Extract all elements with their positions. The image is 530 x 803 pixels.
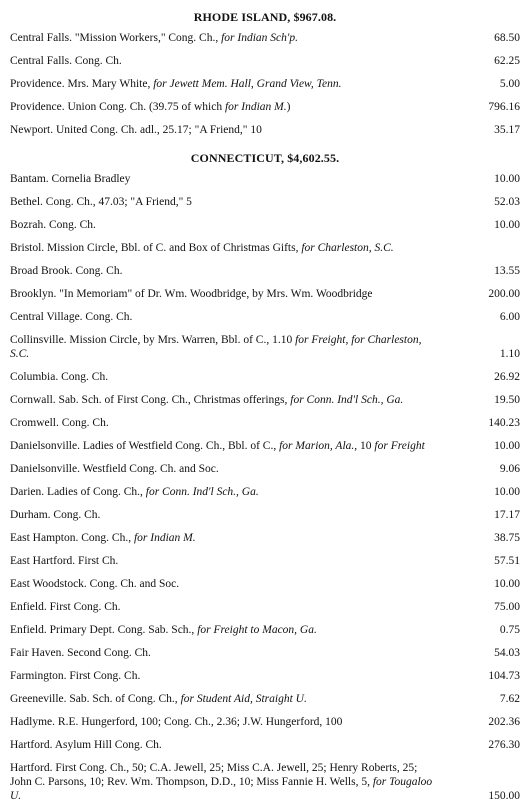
contribution-entry bbox=[10, 669, 520, 683]
entry-amount: 104.73 bbox=[488, 670, 520, 682]
entry-text: Providence. Mrs. Mary White, bbox=[10, 78, 154, 90]
entry-description bbox=[10, 531, 480, 545]
entry-description bbox=[10, 416, 480, 430]
entry-description bbox=[10, 692, 480, 706]
entry-text: Durham. Cong. Ch. bbox=[10, 509, 101, 521]
entry-text: Enfield. First Cong. Ch. bbox=[10, 601, 121, 613]
contribution-entry bbox=[10, 54, 520, 68]
entry-text: Farmington. First Cong. Ch. bbox=[10, 670, 141, 682]
entry-description bbox=[10, 100, 480, 114]
entry-text: Hadlyme. R.E. Hungerford, 100; Cong. Ch., 2.36; J.W. Hungerford, 100 bbox=[10, 716, 343, 728]
entry-text: Central Village. Cong. Ch. bbox=[10, 311, 133, 323]
entry-amount: 10.00 bbox=[494, 486, 520, 498]
entry-description bbox=[10, 218, 480, 232]
entry-text: Bristol. Mission Circle, Bbl. of C. and Box of Christmas Gifts, bbox=[10, 242, 302, 254]
entry-text: Bozrah. Cong. Ch. bbox=[10, 219, 96, 231]
entry-text-tail: , 10 bbox=[354, 440, 375, 452]
entry-amount: 38.75 bbox=[494, 532, 520, 544]
entry-amount: 54.03 bbox=[494, 647, 520, 659]
entry-designation: for Marion, Ala. bbox=[279, 440, 355, 452]
entry-text: Danielsonville. Westfield Cong. Ch. and Soc. bbox=[10, 463, 219, 475]
entry-text: East Woodstock. Cong. Ch. and Soc. bbox=[10, 578, 180, 590]
entry-amount: 10.00 bbox=[494, 173, 520, 185]
entry-text: East Hampton. Cong. Ch., bbox=[10, 532, 134, 544]
entry-description bbox=[10, 195, 480, 209]
entry-text: Columbia. Cong. Ch. bbox=[10, 371, 109, 383]
entry-designation: for Indian Sch'p. bbox=[221, 32, 298, 44]
entry-designation: for Student Aid, Straight U. bbox=[180, 693, 307, 705]
entry-description bbox=[10, 485, 480, 499]
entry-designation: for Freight to Macon, Ga. bbox=[197, 624, 317, 636]
contribution-entry bbox=[10, 600, 520, 614]
contribution-entry bbox=[10, 761, 520, 803]
contribution-entry bbox=[10, 439, 520, 453]
entry-designation: for Tougaloo U. bbox=[10, 776, 433, 802]
contribution-entry bbox=[10, 393, 520, 407]
entry-amount: 68.50 bbox=[494, 32, 520, 44]
entry-designation: for Conn. Ind'l Sch., Ga. bbox=[145, 486, 259, 498]
contribution-entry bbox=[10, 218, 520, 232]
entry-text: Bethel. Cong. Ch., 47.03; "A Friend," 5 bbox=[10, 196, 192, 208]
entry-description bbox=[10, 623, 480, 637]
entry-text: Central Falls. Cong. Ch. bbox=[10, 55, 122, 67]
entry-description bbox=[10, 172, 480, 186]
contribution-entry bbox=[10, 100, 520, 114]
entry-text: Hartford. Asylum Hill Cong. Ch. bbox=[10, 739, 162, 751]
entry-amount: 0.75 bbox=[499, 624, 520, 636]
entry-amount: 1.10 bbox=[499, 348, 520, 360]
entry-description bbox=[10, 77, 480, 91]
entry-text: Greeneville. Sab. Sch. of Cong. Ch., bbox=[10, 693, 181, 705]
contribution-entry bbox=[10, 195, 520, 209]
entry-description bbox=[10, 508, 480, 522]
entry-designation: for Indian M. bbox=[224, 101, 287, 113]
entry-designation: for Conn. Ind'l Sch., Ga. bbox=[290, 394, 404, 406]
entry-description bbox=[10, 554, 480, 568]
section-heading: RHODE ISLAND, $967.08. bbox=[193, 10, 337, 24]
entry-text: Fair Haven. Second Cong. Ch. bbox=[10, 647, 151, 659]
entry-text: Broad Brook. Cong. Ch. bbox=[10, 265, 123, 277]
contribution-entry bbox=[10, 531, 520, 545]
entry-description bbox=[10, 54, 480, 68]
entry-amount: 9.06 bbox=[499, 463, 520, 475]
contribution-entry bbox=[10, 310, 520, 324]
entry-amount: 10.00 bbox=[494, 440, 520, 452]
entry-designation: for Jewett Mem. Hall, Grand View, Tenn. bbox=[153, 78, 342, 90]
contribution-entry bbox=[10, 123, 520, 137]
entry-amount: 10.00 bbox=[494, 219, 520, 231]
entry-description bbox=[10, 738, 480, 752]
entry-amount: 796.16 bbox=[488, 101, 520, 113]
entry-text: Cornwall. Sab. Sch. of First Cong. Ch., Christmas offerings, bbox=[10, 394, 291, 406]
contribution-entry bbox=[10, 554, 520, 568]
entry-amount: 19.50 bbox=[494, 394, 520, 406]
contribution-entry bbox=[10, 31, 520, 45]
entry-description bbox=[10, 287, 480, 301]
contribution-entry bbox=[10, 623, 520, 637]
entry-description bbox=[10, 761, 480, 803]
entry-amount: 140.23 bbox=[488, 417, 520, 429]
entry-text: Bantam. Cornelia Bradley bbox=[10, 173, 131, 185]
entry-description bbox=[10, 123, 480, 137]
contribution-entry bbox=[10, 77, 520, 91]
entry-text: Newport. United Cong. Ch. adl., 25.17; "A Friend," 10 bbox=[10, 124, 262, 136]
entry-amount: 13.55 bbox=[494, 265, 520, 277]
entry-text: Darien. Ladies of Cong. Ch., bbox=[10, 486, 146, 498]
contribution-entry bbox=[10, 462, 520, 476]
entry-amount: 276.30 bbox=[488, 739, 520, 751]
contribution-entry bbox=[10, 646, 520, 660]
entry-amount: 200.00 bbox=[488, 288, 520, 300]
contribution-entry bbox=[10, 738, 520, 752]
entry-amount: 5.00 bbox=[499, 78, 520, 90]
entry-text-tail: ) bbox=[286, 101, 291, 113]
entry-text: Enfield. Primary Dept. Cong. Sab. Sch., bbox=[10, 624, 198, 636]
entry-description bbox=[10, 333, 480, 361]
entry-text: Danielsonville. Ladies of Westfield Cong. Ch., Bbl. of C., bbox=[10, 440, 280, 452]
entry-text: Brooklyn. "In Memoriam" of Dr. Wm. Woodbridge, by Mrs. Wm. Woodbridge bbox=[10, 288, 373, 300]
entry-text: East Hartford. First Ch. bbox=[10, 555, 119, 567]
entry-description bbox=[10, 646, 480, 660]
contribution-entry bbox=[10, 172, 520, 186]
entry-description bbox=[10, 264, 480, 278]
entry-description bbox=[10, 310, 480, 324]
section-heading: CONNECTICUT, $4,602.55. bbox=[190, 151, 340, 165]
contribution-entry bbox=[10, 370, 520, 384]
entry-description bbox=[10, 31, 480, 45]
entry-designation: for Indian M. bbox=[133, 532, 196, 544]
entry-description bbox=[10, 462, 480, 476]
contribution-entry bbox=[10, 508, 520, 522]
entry-designation: for Charleston, S.C. bbox=[301, 242, 394, 254]
entry-amount: 52.03 bbox=[494, 196, 520, 208]
entry-amount: 150.00 bbox=[488, 790, 520, 802]
entry-description bbox=[10, 393, 480, 407]
entry-amount: 62.25 bbox=[494, 55, 520, 67]
entry-text: Hartford. First Cong. Ch., 50; C.A. Jewell, 25; Miss C.A. Jewell, 25; Henry Roberts, 25; John C. Parsons, 10; Rev. Wm. Thompson, D.D., 10; Miss Fannie H. Wells, 5, bbox=[10, 762, 418, 788]
entry-text: Providence. Union Cong. Ch. (39.75 of which bbox=[10, 101, 225, 113]
entry-amount: 6.00 bbox=[499, 311, 520, 323]
contribution-entry bbox=[10, 577, 520, 591]
contribution-entry bbox=[10, 333, 520, 361]
entry-description bbox=[10, 577, 480, 591]
entry-text: Central Falls. "Mission Workers," Cong. Ch., bbox=[10, 32, 222, 44]
entry-description bbox=[10, 370, 480, 384]
contribution-entry bbox=[10, 485, 520, 499]
entry-amount: 57.51 bbox=[494, 555, 520, 567]
entry-description bbox=[10, 241, 480, 255]
entry-amount: 75.00 bbox=[494, 601, 520, 613]
entry-description bbox=[10, 715, 480, 729]
entry-amount: 10.00 bbox=[494, 578, 520, 590]
document-content bbox=[10, 10, 520, 803]
entry-text: Collinsville. Mission Circle, by Mrs. Warren, Bbl. of C., 1.10 bbox=[10, 334, 296, 346]
contribution-entry bbox=[10, 287, 520, 301]
entry-text: Cromwell. Cong. Ch. bbox=[10, 417, 109, 429]
entry-designation: for Freight, for Charleston, S.C. bbox=[10, 334, 422, 360]
entry-description bbox=[10, 669, 480, 683]
contribution-entry bbox=[10, 692, 520, 706]
entry-amount: 35.17 bbox=[494, 124, 520, 136]
contribution-entry bbox=[10, 241, 520, 255]
contribution-entry bbox=[10, 715, 520, 729]
entry-amount: 202.36 bbox=[488, 716, 520, 728]
entry-designation: for Freight bbox=[374, 440, 425, 452]
contribution-entry bbox=[10, 416, 520, 430]
entry-description bbox=[10, 439, 480, 453]
entry-amount: 17.17 bbox=[494, 509, 520, 521]
entry-amount: 26.92 bbox=[494, 371, 520, 383]
contribution-entry bbox=[10, 264, 520, 278]
entry-amount: 7.62 bbox=[499, 693, 520, 705]
entry-description bbox=[10, 600, 480, 614]
